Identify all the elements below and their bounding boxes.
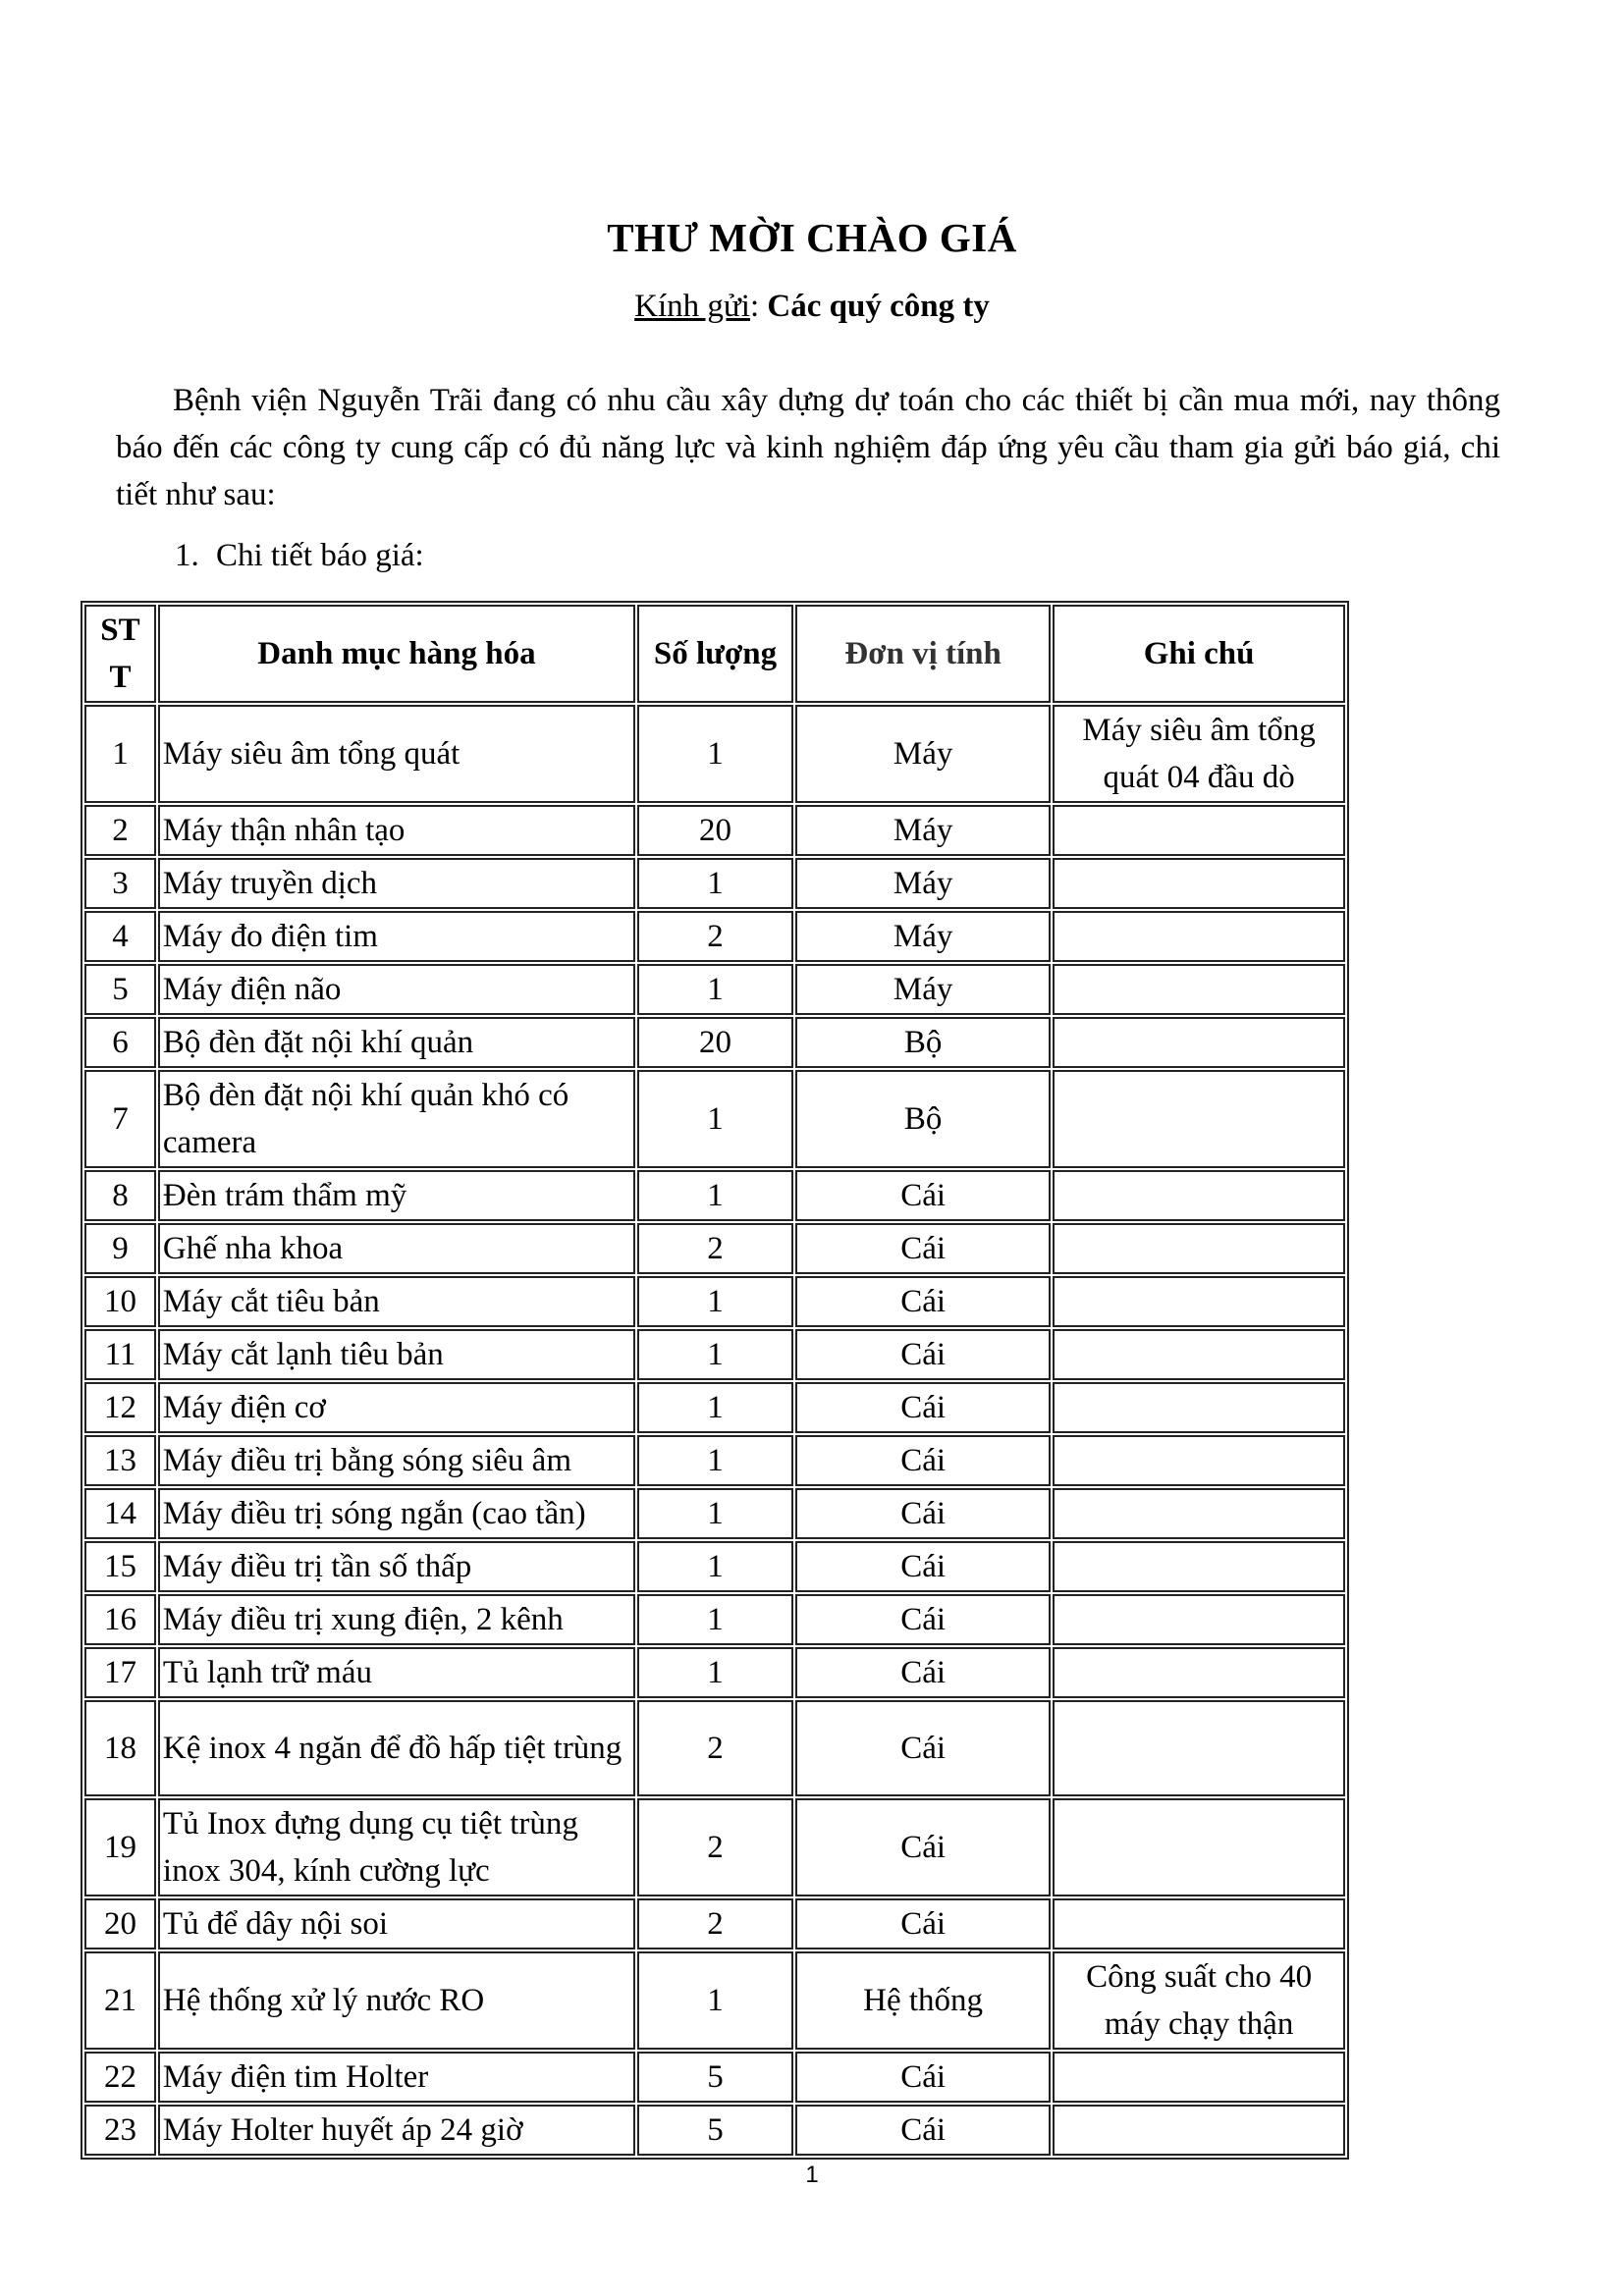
table-row [84, 1382, 1345, 1433]
row-stt: 19 [84, 1798, 156, 1896]
row-note [1053, 1898, 1345, 1949]
row-stt: 4 [84, 911, 156, 962]
table-row [84, 2052, 1345, 2103]
row-quantity: 1 [637, 1951, 793, 2050]
row-item-name: Đèn trám thẩm mỹ [158, 1170, 635, 1221]
row-stt: 20 [84, 1898, 156, 1949]
quotation-table [81, 601, 1349, 2160]
row-note [1053, 1223, 1345, 1274]
row-note [1053, 1700, 1345, 1796]
row-note [1053, 1435, 1345, 1486]
row-unit: Cái [795, 1488, 1051, 1539]
row-unit: Cái [795, 1435, 1051, 1486]
row-quantity: 20 [637, 805, 793, 856]
row-stt: 12 [84, 1382, 156, 1433]
document-title: THƯ MỜI CHÀO GIÁ [607, 215, 1017, 260]
row-item-name: Máy điều trị bằng sóng siêu âm [158, 1435, 635, 1486]
row-unit: Bộ [795, 1017, 1051, 1068]
header-quantity: Số lượng [637, 605, 793, 703]
row-note [1053, 1541, 1345, 1592]
row-quantity: 1 [637, 1647, 793, 1698]
row-quantity: 2 [637, 1798, 793, 1896]
row-unit: Cái [795, 1382, 1051, 1433]
header-note: Ghi chú [1053, 605, 1345, 703]
row-item-name: Máy cắt lạnh tiêu bản [158, 1329, 635, 1380]
row-unit: Cái [795, 2105, 1051, 2156]
section-title: Chi tiết báo giá: [216, 538, 424, 573]
row-quantity: 5 [637, 2105, 793, 2156]
row-unit: Cái [795, 1329, 1051, 1380]
table-row [84, 1488, 1345, 1539]
row-note [1053, 1276, 1345, 1327]
row-stt: 9 [84, 1223, 156, 1274]
row-item-name: Máy đo điện tim [158, 911, 635, 962]
row-item-name: Bộ đèn đặt nội khí quản [158, 1017, 635, 1068]
row-quantity: 2 [637, 911, 793, 962]
row-quantity: 1 [637, 1170, 793, 1221]
row-stt: 16 [84, 1594, 156, 1645]
row-quantity: 2 [637, 1223, 793, 1274]
row-quantity: 2 [637, 1898, 793, 1949]
table-row [84, 2105, 1345, 2156]
row-unit: Cái [795, 1898, 1051, 1949]
row-item-name: Máy điện tim Holter [158, 2052, 635, 2103]
row-stt: 3 [84, 858, 156, 909]
row-note: Máy siêu âm tổng quát 04 đầu dò [1053, 705, 1345, 803]
row-item-name: Bộ đèn đặt nội khí quản khó có camera [158, 1070, 635, 1168]
row-unit: Cái [795, 1594, 1051, 1645]
table-row [84, 1798, 1345, 1896]
row-unit: Cái [795, 1798, 1051, 1896]
row-item-name: Máy điều trị tần số thấp [158, 1541, 635, 1592]
row-unit: Máy [795, 858, 1051, 909]
row-note [1053, 1647, 1345, 1698]
page-number: 1 [805, 2162, 819, 2188]
row-stt: 21 [84, 1951, 156, 2050]
row-note [1053, 964, 1345, 1015]
row-item-name: Máy cắt tiêu bản [158, 1276, 635, 1327]
row-note: Công suất cho 40 máy chạy thận [1053, 1951, 1345, 2050]
row-stt: 18 [84, 1700, 156, 1796]
table-row [84, 1541, 1345, 1592]
table-row [84, 964, 1345, 1015]
header-item-name: Danh mục hàng hóa [158, 605, 635, 703]
table-row [84, 1951, 1345, 2050]
row-unit: Cái [795, 2052, 1051, 2103]
greeting-line [0, 289, 1624, 325]
row-item-name: Tủ để dây nội soi [158, 1898, 635, 1949]
row-quantity: 1 [637, 1541, 793, 1592]
row-note [1053, 1382, 1345, 1433]
row-note [1053, 2052, 1345, 2103]
row-item-name: Máy thận nhân tạo [158, 805, 635, 856]
row-quantity: 20 [637, 1017, 793, 1068]
table-row [84, 1594, 1345, 1645]
row-quantity: 5 [637, 2052, 793, 2103]
row-item-name: Hệ thống xử lý nước RO [158, 1951, 635, 2050]
row-quantity: 1 [637, 1382, 793, 1433]
row-note [1053, 1594, 1345, 1645]
row-note [1053, 1170, 1345, 1221]
table-row [84, 1017, 1345, 1068]
row-quantity: 1 [637, 1594, 793, 1645]
row-note [1053, 805, 1345, 856]
greeting-label: Kính gửi [634, 289, 750, 324]
table-header-row [84, 605, 1345, 703]
row-quantity: 1 [637, 1276, 793, 1327]
greeting-separator: : [749, 289, 768, 324]
table-row [84, 1435, 1345, 1486]
row-unit: Cái [795, 1276, 1051, 1327]
row-item-name: Máy siêu âm tổng quát [158, 705, 635, 803]
table-row [84, 805, 1345, 856]
row-item-name: Kệ inox 4 ngăn để đồ hấp tiệt trùng [158, 1700, 635, 1796]
intro-paragraph: Bệnh viện Nguyễn Trãi đang có nhu cầu xây dựng dự toán cho các thiết bị cần mua mới, nay thông báo đến các công ty cung cấp có đủ năng lực và kinh nghiệm đáp ứng yêu cầu tham gia gửi báo giá, chi tiết như sau: [116, 383, 1500, 512]
row-stt: 13 [84, 1435, 156, 1486]
row-note [1053, 1329, 1345, 1380]
row-item-name: Tủ Inox đựng dụng cụ tiệt trùng inox 304, kính cường lực [158, 1798, 635, 1896]
recipient: Các quý công ty [767, 289, 990, 324]
table-row [84, 1223, 1345, 1274]
row-stt: 5 [84, 964, 156, 1015]
row-item-name: Máy điều trị xung điện, 2 kênh [158, 1594, 635, 1645]
table-row [84, 705, 1345, 803]
row-item-name: Ghế nha khoa [158, 1223, 635, 1274]
row-unit: Máy [795, 964, 1051, 1015]
section-heading [175, 538, 424, 574]
row-stt: 2 [84, 805, 156, 856]
row-unit: Bộ [795, 1070, 1051, 1168]
row-quantity: 1 [637, 858, 793, 909]
row-unit: Máy [795, 911, 1051, 962]
row-quantity: 2 [637, 1700, 793, 1796]
row-stt: 22 [84, 2052, 156, 2103]
table-row [84, 1898, 1345, 1949]
section-number: 1. [175, 538, 199, 573]
row-note [1053, 911, 1345, 962]
row-note [1053, 1798, 1345, 1896]
row-item-name: Máy điện cơ [158, 1382, 635, 1433]
row-stt: 10 [84, 1276, 156, 1327]
row-unit: Cái [795, 1541, 1051, 1592]
row-stt: 1 [84, 705, 156, 803]
row-stt: 8 [84, 1170, 156, 1221]
table-row [84, 1647, 1345, 1698]
row-quantity: 1 [637, 1070, 793, 1168]
row-note [1053, 858, 1345, 909]
table-row [84, 1329, 1345, 1380]
row-item-name: Máy điều trị sóng ngắn (cao tần) [158, 1488, 635, 1539]
row-stt: 23 [84, 2105, 156, 2156]
row-quantity: 1 [637, 1435, 793, 1486]
table-row [84, 1700, 1345, 1796]
table-row [84, 1170, 1345, 1221]
row-unit: Máy [795, 705, 1051, 803]
row-unit: Cái [795, 1170, 1051, 1221]
row-item-name: Máy điện não [158, 964, 635, 1015]
row-unit: Cái [795, 1223, 1051, 1274]
row-quantity: 1 [637, 1488, 793, 1539]
row-quantity: 1 [637, 705, 793, 803]
row-unit: Hệ thống [795, 1951, 1051, 2050]
header-unit: Đơn vị tính [795, 605, 1051, 703]
table-body [84, 705, 1345, 2156]
row-unit: Cái [795, 1700, 1051, 1796]
row-stt: 11 [84, 1329, 156, 1380]
row-stt: 7 [84, 1070, 156, 1168]
row-stt: 17 [84, 1647, 156, 1698]
row-quantity: 1 [637, 964, 793, 1015]
table-row [84, 858, 1345, 909]
table-row [84, 1070, 1345, 1168]
row-quantity: 1 [637, 1329, 793, 1380]
row-item-name: Tủ lạnh trữ máu [158, 1647, 635, 1698]
row-unit: Cái [795, 1647, 1051, 1698]
header-stt: ST T [84, 605, 156, 703]
row-note [1053, 2105, 1345, 2156]
row-item-name: Máy Holter huyết áp 24 giờ [158, 2105, 635, 2156]
table-row [84, 1276, 1345, 1327]
row-stt: 14 [84, 1488, 156, 1539]
row-stt: 15 [84, 1541, 156, 1592]
row-note [1053, 1070, 1345, 1168]
row-unit: Máy [795, 805, 1051, 856]
row-item-name: Máy truyền dịch [158, 858, 635, 909]
table-row [84, 911, 1345, 962]
row-stt: 6 [84, 1017, 156, 1068]
row-note [1053, 1017, 1345, 1068]
row-note [1053, 1488, 1345, 1539]
